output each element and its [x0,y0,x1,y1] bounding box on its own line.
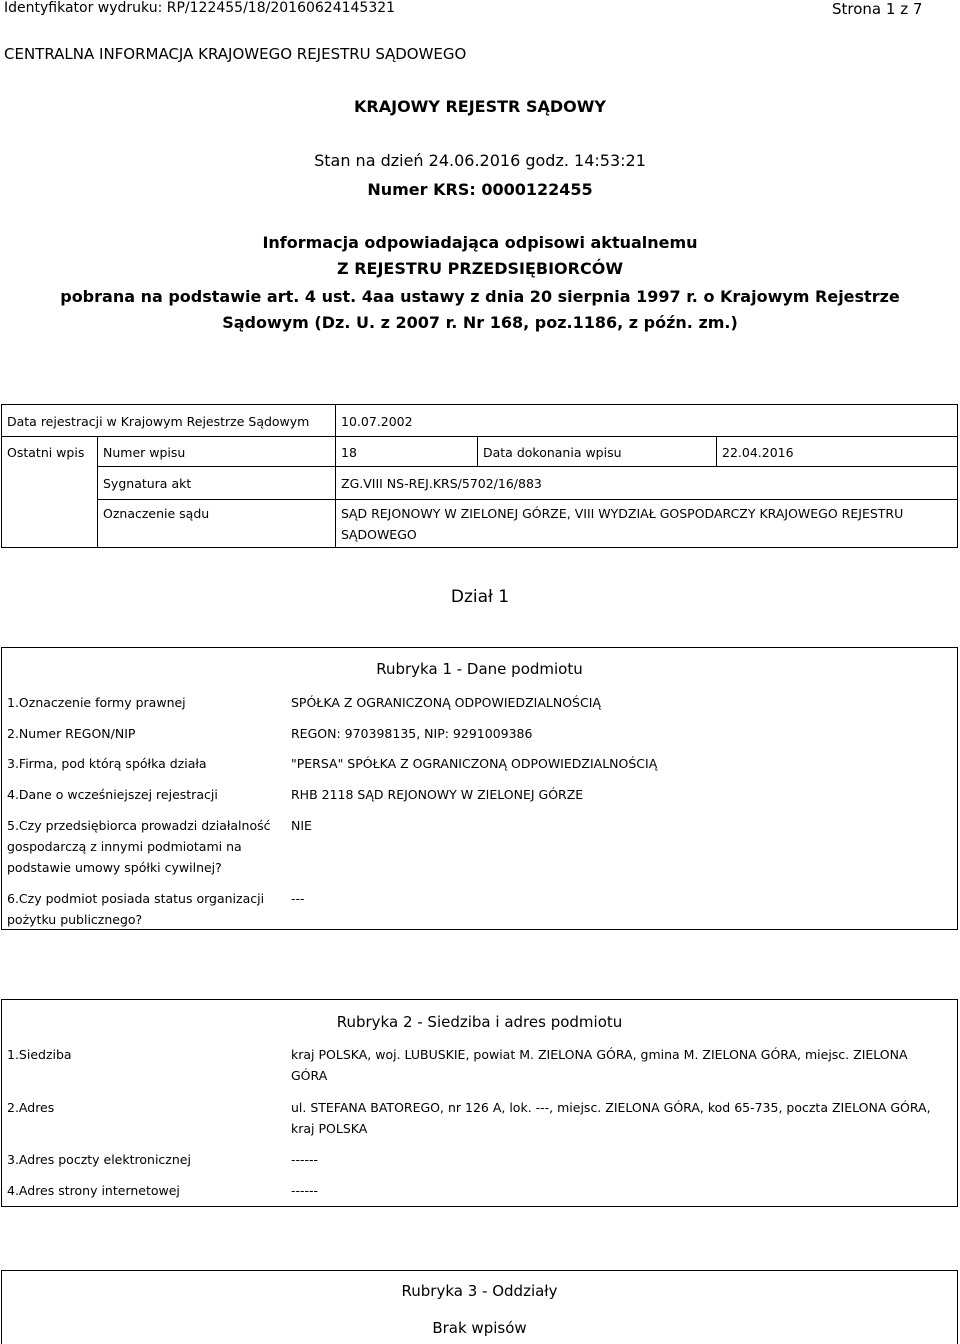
r1-row-1-label: 1.Oznaczenie formy prawnej [7,695,186,710]
entry-date-label: Data dokonania wpisu [483,445,622,460]
signature-label: Sygnatura akt [103,476,192,491]
register-title: KRAJOWY REJESTR SĄDOWY [354,97,606,116]
r1-row-3-value: "PERSA" SPÓŁKA Z OGRANICZONĄ ODPOWIEDZIALNOŚCIĄ [291,756,658,771]
r1-row-5-value: NIE [291,818,312,833]
r1-row-6-value: --- [291,891,305,906]
rubryka-3-title: Rubryka 3 - Oddziały [401,1282,558,1300]
rubryka-2-title: Rubryka 2 - Siedziba i adres podmiotu [336,1013,623,1031]
page-number: Strona 1 z 7 [832,0,923,18]
court-value: SĄD REJONOWY W ZIELONEJ GÓRZE, VIII WYDZIAŁ GOSPODARCZY KRAJOWEGO REJESTRU SĄDOWEGO [341,506,904,542]
krs-number: Numer KRS: 0000122455 [367,180,593,199]
print-identifier: Identyfikator wydruku: RP/122455/18/20160624145321 [4,0,396,16]
legal-basis-line-2: Sądowym (Dz. U. z 2007 r. Nr 168, poz.1186, z późn. zm.) [222,313,738,332]
entry-date-value: 22.04.2016 [722,445,794,460]
reg-date-label: Data rejestracji w Krajowym Rejestrze Sądowym [7,414,310,429]
r1-row-1-value: SPÓŁKA Z OGRANICZONĄ ODPOWIEDZIALNOŚCIĄ [291,695,601,710]
r2-row-4-label: 4.Adres strony internetowej [7,1183,180,1198]
rubryka-3-empty: Brak wpisów [432,1319,527,1337]
court-label: Oznaczenie sądu [103,506,210,521]
r1-row-5-label: 5.Czy przedsiębiorca prowadzi działalność gospodarczą z innymi podmiotami na podstawie umowy spółki cywilnej? [7,818,271,875]
r2-row-2-value: ul. STEFANA BATOREGO, nr 126 A, lok. ---, miejsc. ZIELONA GÓRA, kod 65-735, poczta ZIELONA GÓRA, kraj POLSKA [291,1100,931,1136]
r1-row-6-label: 6.Czy podmiot posiada status organizacji pożytku publicznego? [7,891,265,927]
reg-date-value: 10.07.2002 [341,414,413,429]
r1-row-2-label: 2.Numer REGON/NIP [7,726,136,741]
section-title: Dział 1 [450,587,510,607]
r2-row-2-label: 2.Adres [7,1100,55,1115]
r2-row-1-value: kraj POLSKA, woj. LUBUSKIE, powiat M. ZIELONA GÓRA, gmina M. ZIELONA GÓRA, miejsc. ZIELONA GÓRA [291,1047,908,1083]
legal-basis-line-1: pobrana na podstawie art. 4 ust. 4aa ustawy z dnia 20 sierpnia 1997 r. o Krajowym Rejestrze [60,287,900,306]
info-title: Informacja odpowiadająca odpisowi aktualnemu [262,233,698,252]
r2-row-3-value: ------ [291,1152,319,1167]
last-entry-label: Ostatni wpis [7,445,85,460]
r1-row-4-value: RHB 2118 SĄD REJONOWY W ZIELONEJ GÓRZE [291,787,584,802]
register-subtitle: Z REJESTRU PRZEDSIĘBIORCÓW [337,259,623,278]
entry-number-value: 18 [341,445,357,460]
signature-value: ZG.VIII NS-REJ.KRS/5702/16/883 [341,476,542,491]
r1-row-4-label: 4.Dane o wcześniejszej rejestracji [7,787,218,802]
state-date: Stan na dzień 24.06.2016 godz. 14:53:21 [314,151,646,170]
r2-row-1-label: 1.Siedziba [7,1047,72,1062]
institution-name: CENTRALNA INFORMACJA KRAJOWEGO REJESTRU SĄDOWEGO [4,45,467,63]
r1-row-2-value: REGON: 970398135, NIP: 9291009386 [291,726,533,741]
rubryka-1-title: Rubryka 1 - Dane podmiotu [376,660,583,678]
r2-row-4-value: ------ [291,1183,319,1198]
r1-row-3-label: 3.Firma, pod którą spółka działa [7,756,207,771]
entry-number-label: Numer wpisu [103,445,186,460]
r2-row-3-label: 3.Adres poczty elektronicznej [7,1152,191,1167]
